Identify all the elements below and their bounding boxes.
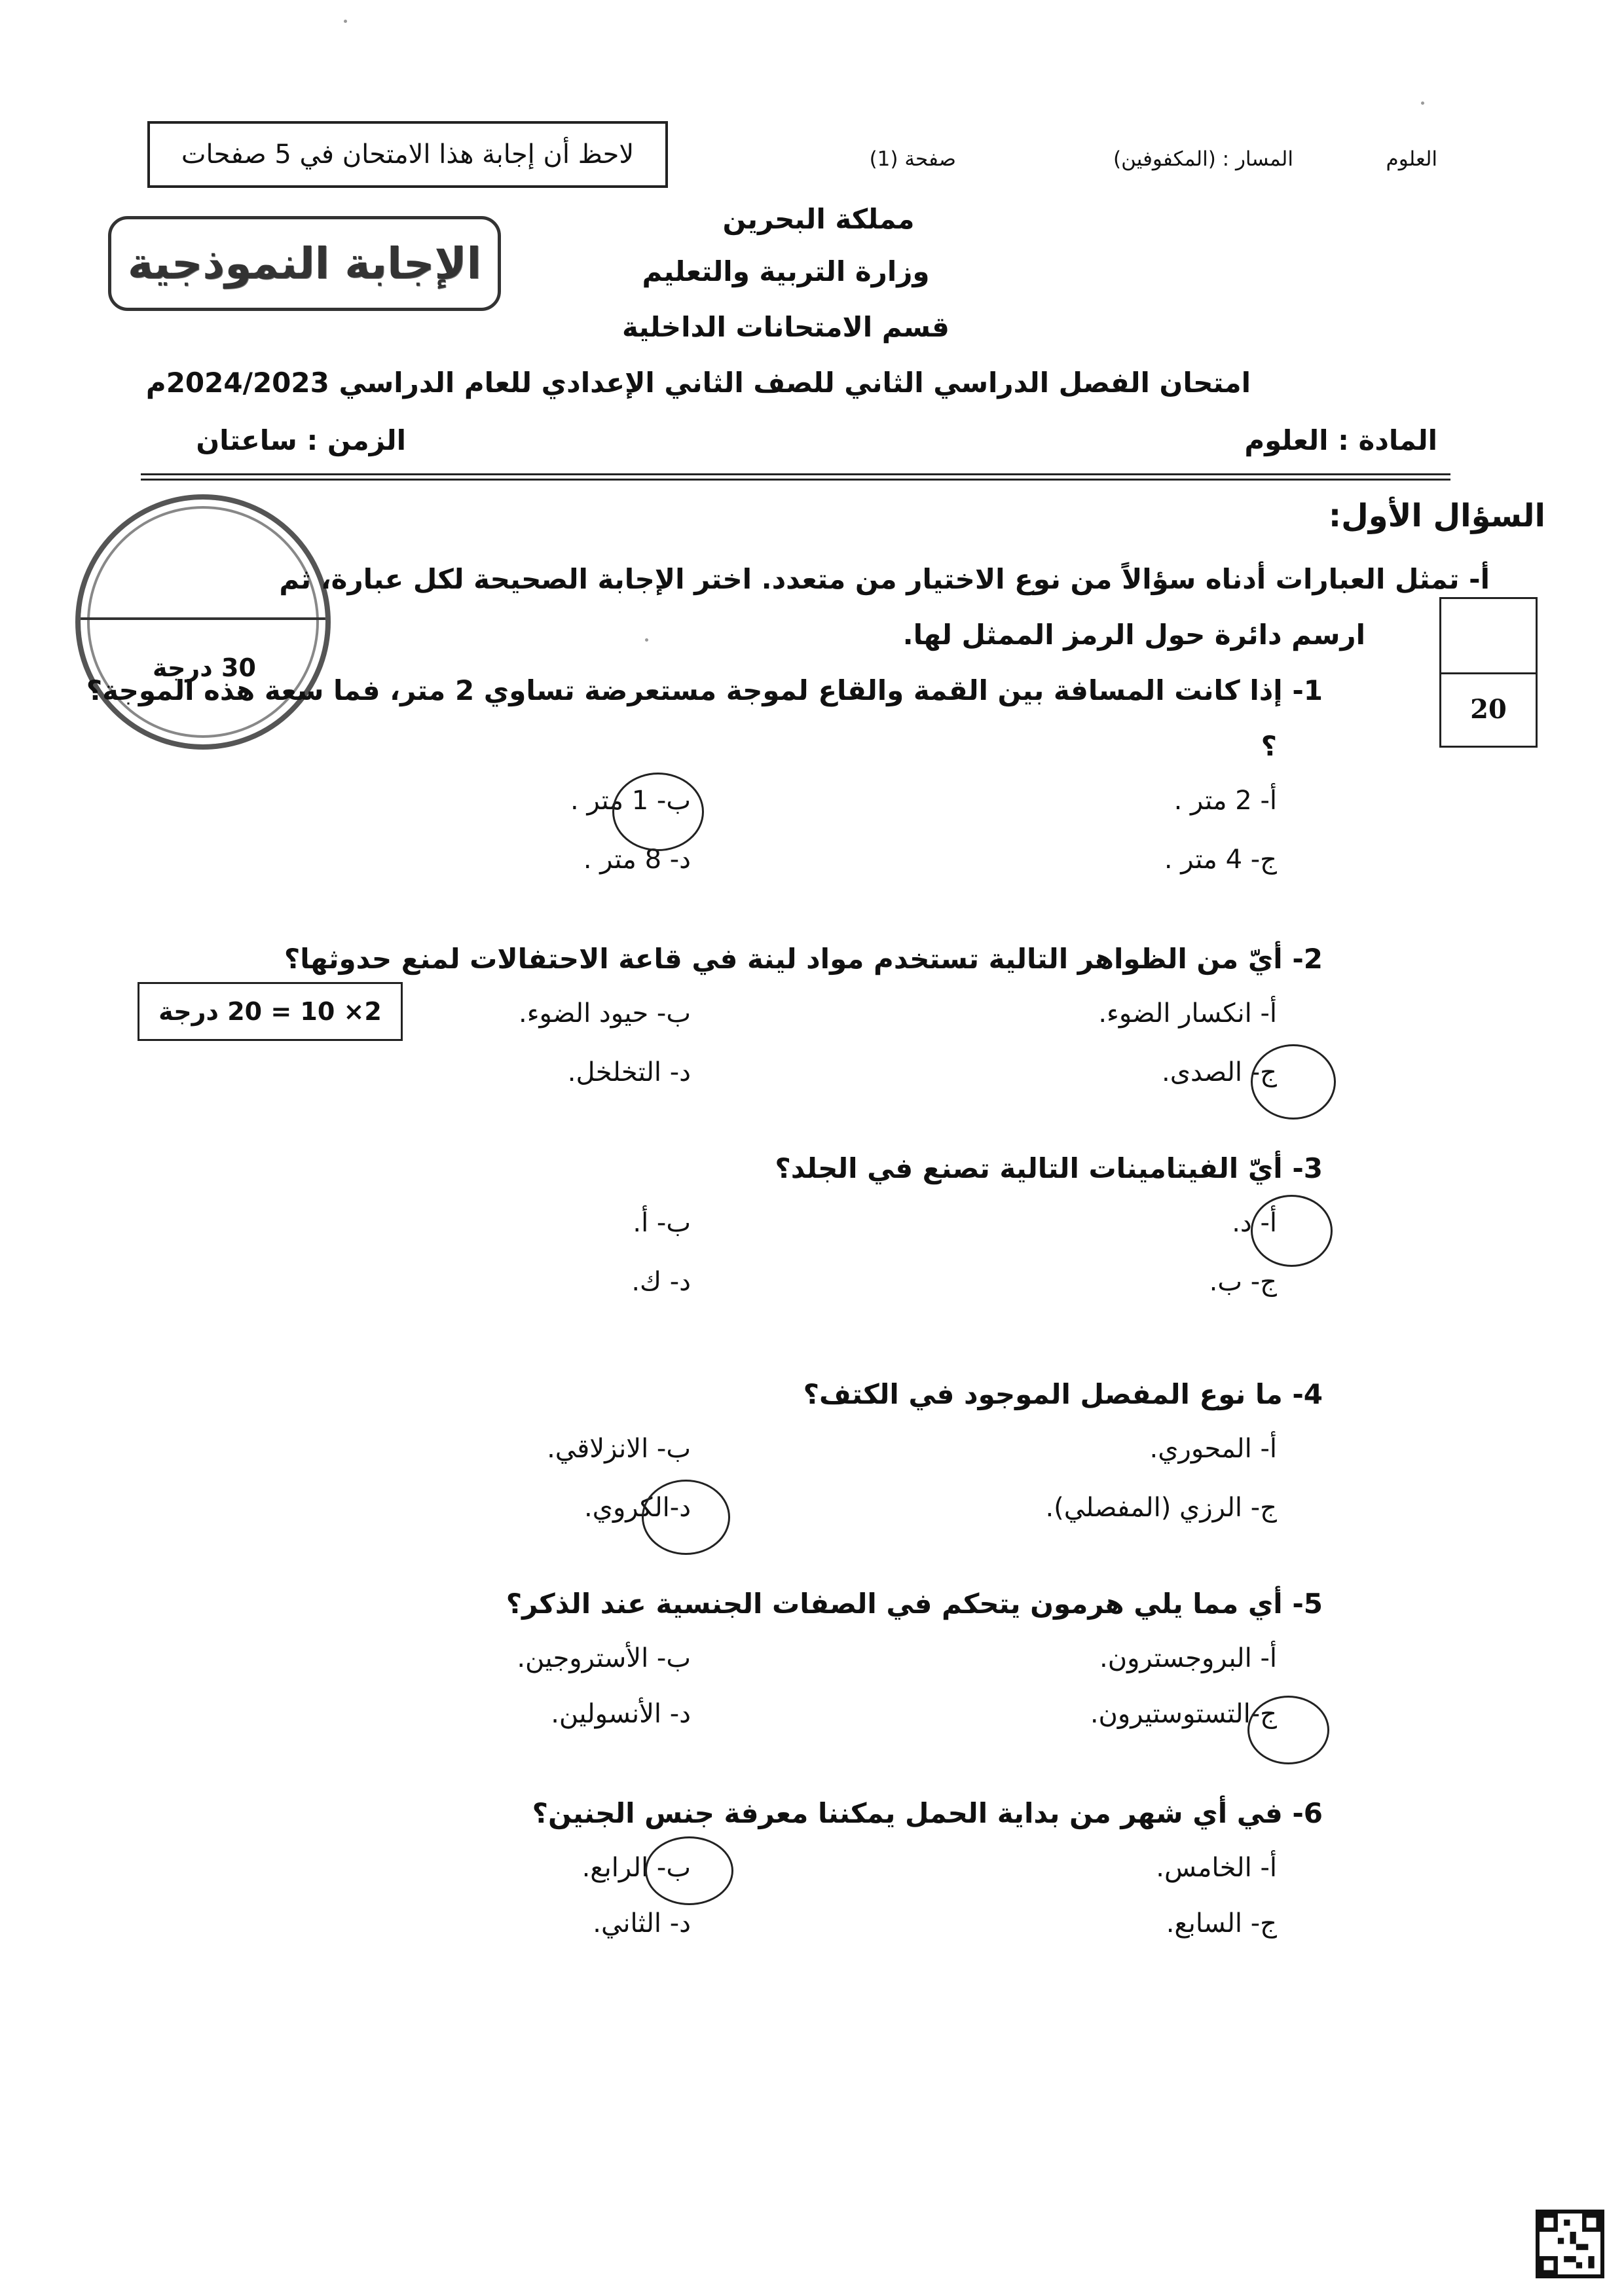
q5-option-b: ب- الأستروجين. bbox=[517, 1643, 691, 1673]
qr-code-pattern bbox=[1540, 2214, 1600, 2274]
q6-option-c: ج- السابع. bbox=[1166, 1908, 1277, 1939]
q1-option-d: د- 8 متر . bbox=[583, 845, 691, 875]
q4-option-c: ج- الرزي (المفصلي). bbox=[1045, 1493, 1277, 1523]
section-title: السؤال الأول: bbox=[1328, 498, 1545, 534]
grade-circle-divider bbox=[81, 617, 325, 620]
q3-option-c: ج- ب. bbox=[1209, 1267, 1277, 1297]
q1-option-b: ب- 1 متر . bbox=[570, 786, 691, 816]
marks-formula: 2× 10 = 20 درجة bbox=[138, 982, 403, 1041]
q3-answer-circle bbox=[1251, 1195, 1333, 1267]
q3-option-b: ب- أ. bbox=[633, 1208, 691, 1238]
score-box-earned[interactable] bbox=[1441, 599, 1536, 674]
instruction-line-1: أ- تمثل العبارات أدناه سؤالاً من نوع الاختيار من متعدد. اختر الإجابة الصحيحة لكل عبارة، ثم bbox=[279, 563, 1490, 595]
time-label: الزمن : ساعتان bbox=[196, 424, 406, 456]
page-count-notice: لاحظ أن إجابة هذا الامتحان في 5 صفحات bbox=[147, 121, 668, 188]
department-title: قسم الامتحانات الداخلية bbox=[622, 311, 950, 343]
question-1-continuation: ؟ bbox=[1261, 730, 1277, 762]
q6-answer-circle bbox=[645, 1836, 733, 1905]
score-box bbox=[1439, 597, 1538, 748]
header-divider bbox=[141, 473, 1450, 475]
q1-option-c: ج- 4 متر . bbox=[1164, 845, 1277, 875]
qr-code bbox=[1536, 2210, 1604, 2278]
question-6-text: 6- في أي شهر من بداية الحمل يمكننا معرفة جنس الجنين؟ bbox=[532, 1797, 1323, 1829]
header-subject-short: العلوم bbox=[1386, 147, 1437, 171]
exam-title: امتحان الفصل الدراسي الثاني للصف الثاني الإعدادي للعام الدراسي 2024/2023م bbox=[145, 367, 1251, 399]
question-4-text: 4- ما نوع المفصل الموجود في الكتف؟ bbox=[803, 1378, 1323, 1410]
q1-answer-circle bbox=[612, 773, 704, 851]
q5-option-a: أ- البروجسترون. bbox=[1099, 1643, 1277, 1673]
ministry-title: وزارة التربية والتعليم bbox=[642, 255, 930, 287]
question-2-text: 2- أيّ من الظواهر التالية تستخدم مواد لينة في قاعة الاحتفالات لمنع حدوثها؟ bbox=[284, 943, 1323, 975]
scan-speck bbox=[344, 20, 347, 23]
q2-option-c: ج- الصدى. bbox=[1162, 1057, 1277, 1087]
q5-option-d: د- الأنسولين. bbox=[551, 1699, 691, 1729]
q2-option-b: ب- حيود الضوء. bbox=[519, 998, 691, 1029]
subject-label: المادة : العلوم bbox=[1244, 424, 1437, 456]
q6-option-d: د- الثاني. bbox=[593, 1908, 691, 1939]
scan-speck bbox=[645, 638, 648, 642]
total-grade-circle bbox=[75, 494, 331, 750]
q2-answer-circle bbox=[1251, 1044, 1336, 1120]
question-5-text: 5- أي مما يلي هرمون يتحكم في الصفات الجنسية عند الذكر؟ bbox=[506, 1588, 1323, 1620]
score-box-max: 20 bbox=[1470, 693, 1507, 725]
q4-option-d: د-الكروي. bbox=[583, 1493, 691, 1523]
question-3-text: 3- أيّ الفيتامينات التالية تصنع في الجلد؟ bbox=[775, 1152, 1323, 1184]
q6-option-a: أ- الخامس. bbox=[1156, 1853, 1277, 1883]
model-answer-badge: الإجابة النموذجية bbox=[108, 216, 501, 311]
q6-option-b: ب- الرابع. bbox=[581, 1853, 691, 1883]
q3-option-d: د- ك. bbox=[631, 1267, 691, 1297]
q3-option-a: أ- د. bbox=[1232, 1208, 1277, 1238]
total-grade: 30 درجة bbox=[153, 653, 256, 682]
q1-option-a: أ- 2 متر . bbox=[1173, 786, 1277, 816]
scan-speck bbox=[1421, 101, 1424, 105]
q4-option-a: أ- المحوري. bbox=[1149, 1434, 1277, 1464]
q4-option-b: ب- الانزلاقي. bbox=[547, 1434, 691, 1464]
q4-answer-circle bbox=[642, 1480, 730, 1555]
header-track: المسار : (المكفوفين) bbox=[1113, 147, 1293, 171]
instruction-line-2: ارسم دائرة حول الرمز الممثل لها. bbox=[902, 619, 1365, 651]
q2-option-d: د- التخلخل. bbox=[567, 1057, 691, 1087]
q5-option-c: ج-التستوستيرون. bbox=[1090, 1699, 1277, 1729]
q5-answer-circle bbox=[1247, 1696, 1329, 1764]
header-page-number: صفحة (1) bbox=[869, 147, 956, 171]
question-1-text: 1- إذا كانت المسافة بين القمة والقاع لموجة مستعرضة تساوي 2 متر، فما سعة هذه الموجة؟ bbox=[86, 674, 1323, 706]
header-divider-double bbox=[141, 479, 1450, 481]
q2-option-a: أ- انكسار الضوء. bbox=[1098, 998, 1277, 1029]
kingdom-title: مملكة البحرين bbox=[722, 203, 915, 235]
